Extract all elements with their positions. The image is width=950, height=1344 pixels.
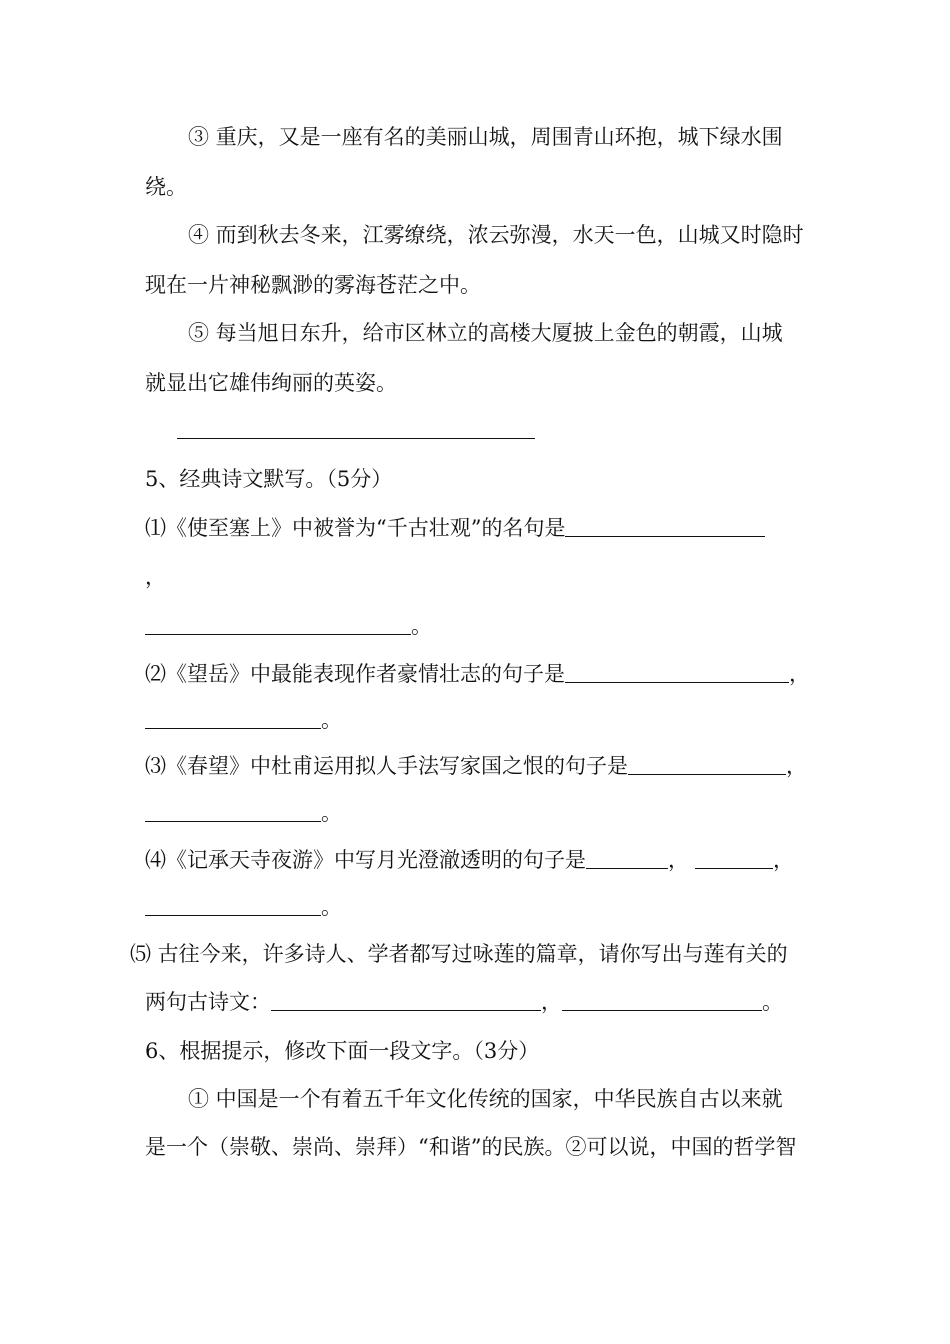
question-6-line2: 是一个（崇敬、崇尚、崇拜）“和谐”的民族。②可以说，中国的哲学智 [145, 1135, 797, 1159]
answer-blank-5-3b[interactable] [145, 799, 321, 822]
question-5-5-line1: ⑸ 古往今来，许多诗人、学者都写过咏莲的篇章，请你写出与莲有关的 [130, 942, 788, 966]
comma-5-2: ， [789, 662, 810, 686]
comma-5-4b: ， [773, 848, 794, 872]
question-5-1-line3 [145, 612, 432, 640]
sentence-3-line2: 绕。 [145, 175, 187, 199]
question-5-3-text: ⑶《春望》中杜甫运用拟人手法写家国之恨的句子是 [145, 754, 628, 778]
answer-blank-5-5a[interactable] [271, 988, 541, 1011]
question-6-title: 6、根据提示，修改下面一段文字。（3分） [145, 1039, 540, 1063]
question-5-2-line2 [145, 706, 342, 734]
question-5-4 [145, 846, 794, 874]
question-5-title: 5、经典诗文默写。（5分） [145, 467, 393, 491]
answer-blank-5-3a[interactable] [628, 752, 786, 775]
answer-blank-5-4c[interactable] [145, 893, 321, 916]
sentence-5-line1: ⑤ 每当旭日东升，给市区林立的高楼大厦披上金色的朝霞，山城 [188, 321, 783, 345]
question-5-5-text: 两句古诗文： [145, 990, 271, 1014]
comma-5-3: ， [786, 754, 807, 778]
answer-blank-5-1b[interactable] [145, 612, 411, 635]
answer-blank-5-5b[interactable] [562, 988, 762, 1011]
period-5-1: 。 [411, 614, 432, 638]
question-6-line1: ① 中国是一个有着五千年文化传统的国家，中华民族自古以来就 [188, 1087, 783, 1111]
question-5-4-line2 [145, 893, 342, 921]
question-5-3 [145, 752, 807, 780]
period-5-5: 。 [762, 990, 783, 1014]
question-5-2 [145, 660, 810, 688]
comma-5-4a: ， [668, 848, 689, 872]
question-5-3-line2 [145, 799, 342, 827]
answer-blank-5-2b[interactable] [145, 706, 321, 729]
answer-blank-5-2a[interactable] [565, 660, 789, 683]
period-5-4: 。 [321, 895, 342, 919]
period-5-3: 。 [321, 801, 342, 825]
question-5-1-comma: ， [145, 565, 166, 589]
comma-5-5: ， [541, 990, 562, 1014]
sentence-4-line1: ④ 而到秋去冬来，江雾缭绕，浓云弥漫，水天一色，山城又时隐时 [188, 223, 804, 247]
question-5-5-line2 [145, 988, 783, 1016]
answer-blank-5-4a[interactable] [586, 846, 668, 869]
question-5-4-text: ⑷《记承天寺夜游》中写月光澄澈透明的句子是 [145, 848, 586, 872]
sentence-3-line1: ③ 重庆，又是一座有名的美丽山城，周围青山环抱，城下绿水围 [188, 125, 783, 149]
sentence-5-line2: 就显出它雄伟绚丽的英姿。 [145, 371, 397, 395]
answer-blank-5-4b[interactable] [695, 846, 773, 869]
answer-blank-sentence-order[interactable] [177, 438, 535, 439]
question-5-2-text: ⑵《望岳》中最能表现作者豪情壮志的句子是 [145, 662, 565, 686]
answer-blank-5-1a[interactable] [565, 514, 765, 537]
sentence-4-line2: 现在一片神秘飘渺的雾海苍茫之中。 [145, 273, 481, 297]
period-5-2: 。 [321, 708, 342, 732]
question-5-1-text: ⑴《使至塞上》中被誉为“千古壮观”的名句是 [145, 516, 566, 540]
question-5-1 [145, 514, 765, 542]
